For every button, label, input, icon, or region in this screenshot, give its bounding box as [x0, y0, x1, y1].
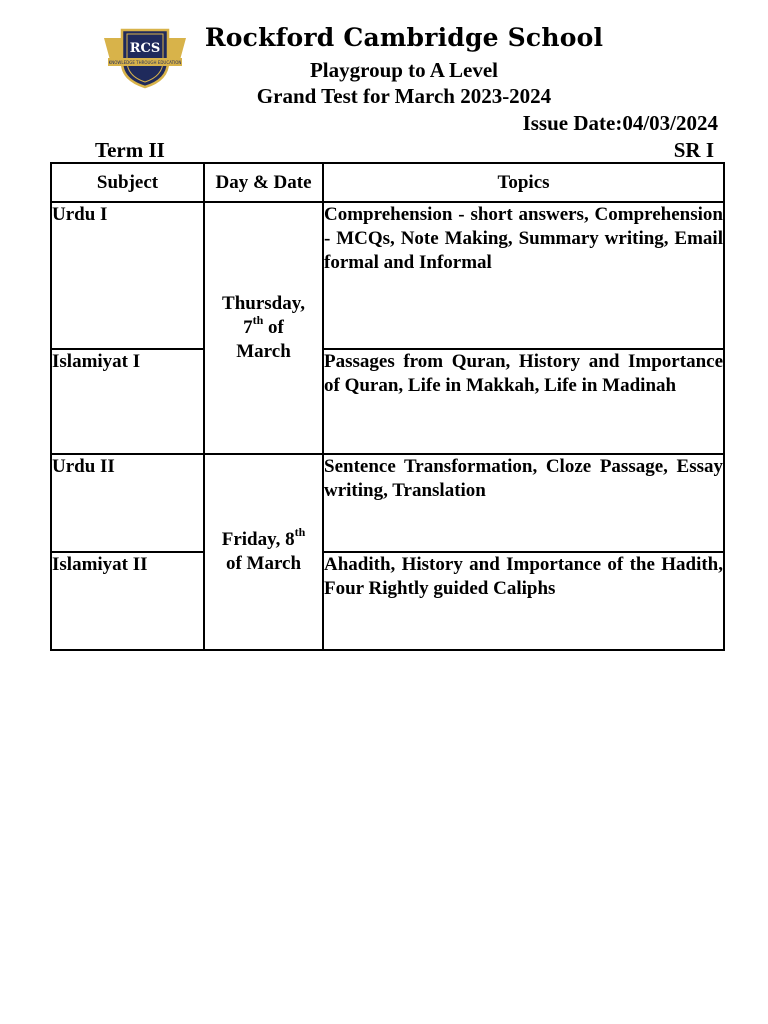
logo-motto: KNOWLEDGE THROUGH EDUCATION [108, 60, 182, 65]
date-cell [204, 202, 323, 454]
date-number-line: 7th of [243, 312, 284, 338]
date-day-line: Friday, 8th [221, 524, 306, 550]
header-subject: Subject [51, 163, 204, 202]
subject-cell: Islamiyat I [51, 349, 204, 454]
issue-date: Issue Date:04/03/2024 [522, 111, 718, 135]
topics-cell: Passages from Quran, History and Importance of Quran, Life in Makkah, Life in Madinah [323, 349, 724, 454]
date-month: of March [225, 553, 302, 574]
topics-cell: Ahadith, History and Importance of the Hadith, Four Rightly guided Caliphs [323, 552, 724, 650]
table-row [51, 454, 724, 552]
header-day-date: Day & Date [204, 163, 323, 202]
table-row [51, 349, 724, 454]
school-name: Rockford Cambridge School [204, 23, 604, 52]
subject-cell: Urdu II [51, 454, 204, 552]
table-header-row [51, 163, 724, 202]
subject-cell: Urdu I [51, 202, 204, 349]
table-row [51, 552, 724, 650]
section-label: SR I [673, 138, 714, 162]
header-topics: Topics [323, 163, 724, 202]
subtitle: Playgroup to A Level [309, 58, 499, 82]
subject-cell: Islamiyat II [51, 552, 204, 650]
term-label: Term II [95, 138, 165, 162]
topics-cell: Sentence Transformation, Cloze Passage, Essay writing, Translation [323, 454, 724, 552]
date-day: Thursday, [222, 293, 305, 314]
table-row [51, 202, 724, 349]
date-cell [204, 454, 323, 650]
schedule-table [50, 162, 725, 651]
topics-cell: Comprehension - short answers, Comprehension - MCQs, Note Making, Summary writing, Email formal and Informal [323, 202, 724, 349]
date-month: March [236, 341, 291, 362]
test-title: Grand Test for March 2023-2024 [256, 84, 552, 108]
logo-letters: RCS [129, 41, 161, 56]
